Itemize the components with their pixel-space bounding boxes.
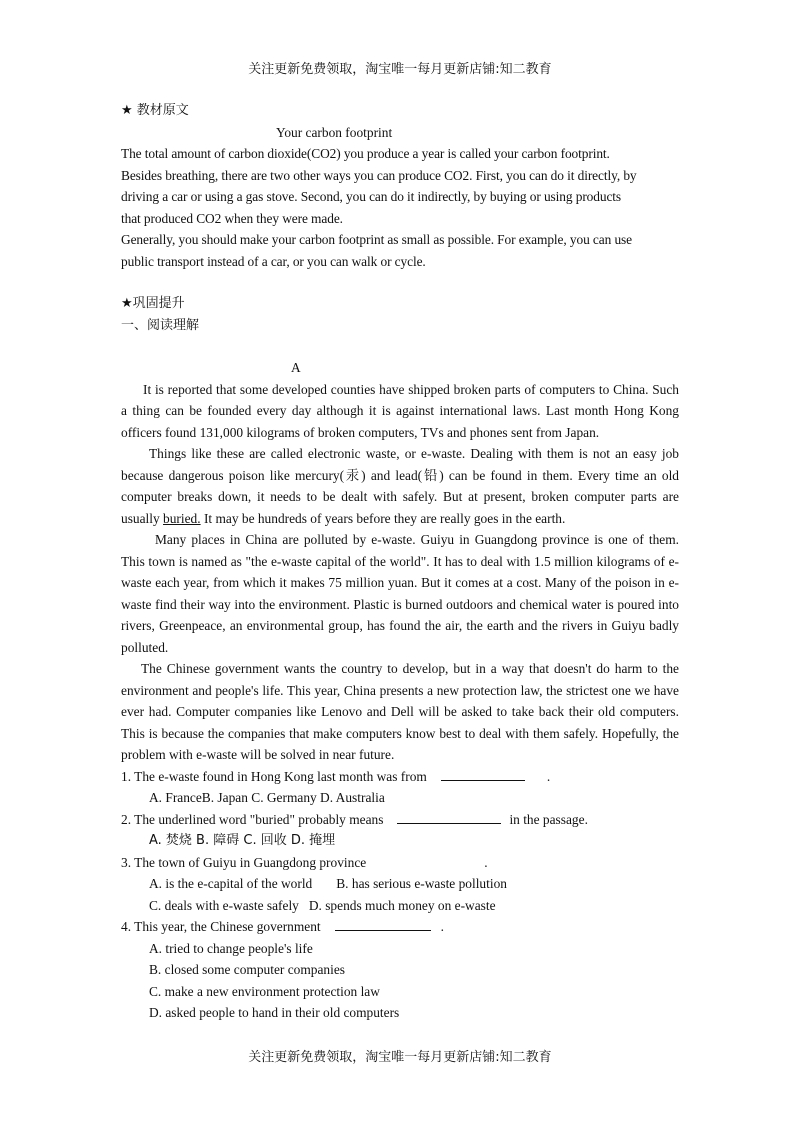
question-3 (121, 852, 679, 917)
textbook-title: Your carbon footprint (276, 124, 393, 140)
text-line: The total amount of carbon dioxide(CO2) you produce a year is called your carbon footprint. (121, 146, 610, 161)
stem-text: 4. This year, the Chinese government (121, 919, 321, 934)
option-d: D. spends much money on e-waste (308, 897, 496, 913)
stem-end: . (440, 919, 445, 934)
textbook-section-label: ★ 教材原文 (121, 103, 189, 118)
option-b: B. closed some computer companies (149, 962, 345, 977)
paragraph-text: Things like these are called electronic waste, or e-waste. Dealing with them is not an easy job because dangerous poison like mercury(汞) and lead(铅) can be found in them. Every time an old computer breaks down, it needs to be dealt with safely. But at present, broken computer parts are usually (121, 446, 679, 526)
spacer (121, 272, 679, 293)
passage-label: A (291, 360, 301, 375)
option-c: C. make a new environment protection law (149, 983, 380, 999)
page-header: 关注更新免费领取，淘宝唯一每月更新店铺:知二教育 (248, 62, 552, 77)
passage-paragraph-2 (121, 443, 679, 529)
answer-blank[interactable] (441, 766, 525, 781)
option-d: D. asked people to hand in their old computers (149, 1005, 400, 1020)
question-stem (121, 916, 679, 938)
reading-part-label: 一、阅读理解 (121, 317, 200, 333)
answer-blank[interactable] (397, 809, 501, 824)
spacer (121, 336, 679, 357)
question-options: A. 焚烧 B. 障碍 C. 回收 D. 掩埋 (149, 833, 336, 848)
stem-end: . (546, 768, 551, 784)
text-line: Besides breathing, there are two other ways you can produce CO2. First, you can do it directly, by (121, 167, 637, 183)
question-stem (121, 852, 679, 874)
document-body (121, 100, 679, 1024)
option-a: A. tried to change people's life (149, 940, 313, 956)
question-options: A. FranceB. Japan C. Germany D. Australia (149, 790, 385, 805)
stem-end: . (484, 854, 488, 870)
option-c: C. deals with e-waste safely (149, 897, 299, 913)
question-1 (121, 766, 679, 809)
option-a: A. is the e-capital of the world (149, 876, 313, 891)
textbook-paragraph-2 (121, 229, 679, 272)
answer-blank[interactable] (335, 916, 431, 931)
text-line: Generally, you should make your carbon footprint as small as possible. For example, you can use (121, 232, 633, 247)
question-options (121, 873, 679, 895)
question-stem (121, 766, 679, 788)
text-line: public transport instead of a car, or you can walk or cycle. (121, 253, 426, 269)
practice-section-label: ★巩固提升 (121, 296, 185, 311)
question-4 (121, 916, 679, 1024)
passage-paragraph-1: It is reported that some developed counties have shipped broken parts of computers to China. Such a thing can be founded every day although it is against international laws. Last month Hong Kong officers found 131,000 kilograms of broken computers, TVs and phones sent from Japan. (121, 381, 679, 440)
underlined-word-buried: buried. (163, 510, 201, 526)
passage-paragraph-3: Many places in China are polluted by e-waste. Guiyu in Guangdong province is one of them. This town is named as "the e-waste capital of the world". It has to deal with 1.5 million kilograms of e-waste each year, from which it makes 75 million yuan. But it comes at a cost. Many of the poison in e-waste find their way into the environment. Plastic is burned outdoors and chemical water is poured into rivers, Greenpeace, an environmental group, has found the air, the earth and the rivers in Guiyu badly polluted. (121, 532, 679, 655)
question-stem (121, 809, 679, 831)
paragraph-text: It may be hundreds of years before they are really goes in the earth. (200, 510, 566, 526)
question-options (121, 895, 679, 917)
passage-paragraph-4: The Chinese government wants the country to develop, but in a way that doesn't do harm to the environment and people's life. This year, China presents a new protection law, the strictest one we have ever had. Computer companies like Lenovo and Dell will be asked to take back their old computers. This is because the companies that make computers know best to deal with them safely. Hopefully, the problem with e-waste will be solved in near future. (121, 661, 679, 762)
option-b: B. has serious e-waste pollution (336, 876, 507, 891)
stem-end: in the passage. (509, 811, 588, 827)
text-line: that produced CO2 when they were made. (121, 210, 343, 226)
textbook-paragraph-1 (121, 143, 679, 229)
stem-text: 1. The e-waste found in Hong Kong last month was from (121, 768, 427, 784)
stem-text: 2. The underlined word "buried" probably means (121, 811, 384, 827)
page-footer: 关注更新免费领取，淘宝唯一每月更新店铺:知二教育 (248, 1050, 552, 1065)
question-2 (121, 809, 679, 852)
text-line: driving a car or using a gas stove. Second, you can do it indirectly, by buying or using products (121, 189, 622, 204)
stem-text: 3. The town of Guiyu in Guangdong province (121, 854, 367, 870)
